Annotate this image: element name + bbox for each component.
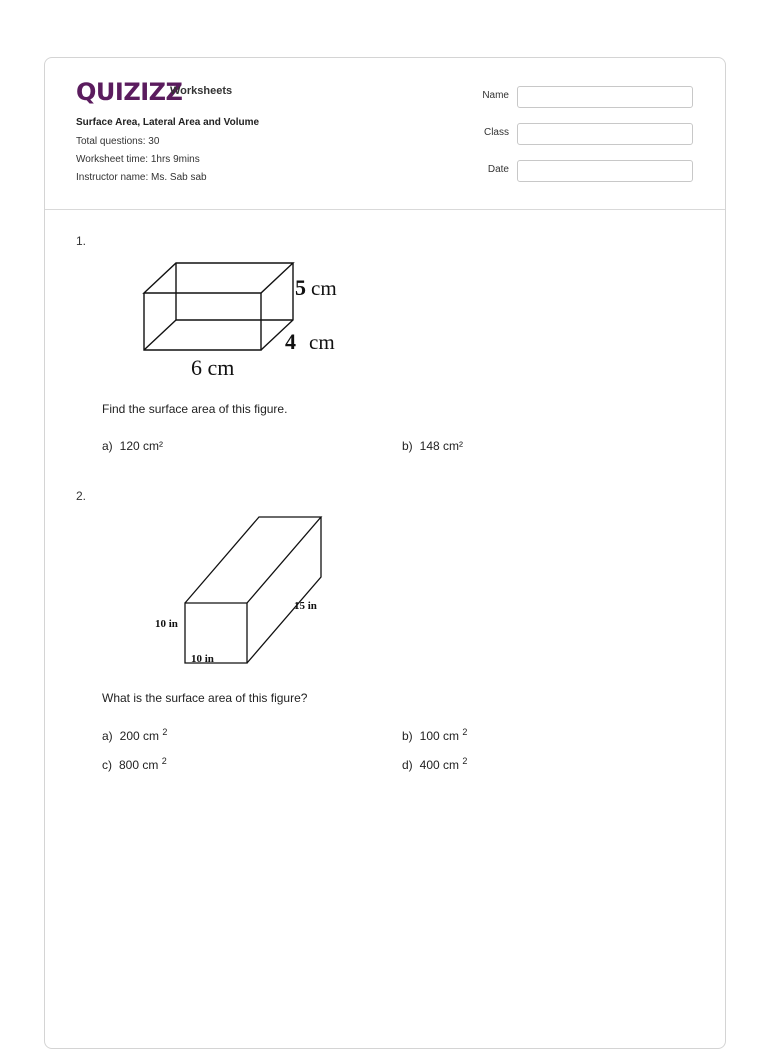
- option-text: 148 cm²: [419, 439, 464, 453]
- class-label: Class: [483, 127, 509, 138]
- class-field[interactable]: [517, 123, 693, 145]
- option-text: 120 cm²: [119, 439, 164, 453]
- question-1-option-b[interactable]: [402, 439, 463, 453]
- option-text: 200 cm: [119, 729, 160, 743]
- question-2-option-d[interactable]: [402, 756, 467, 772]
- question-1-depth-number: 4: [285, 329, 296, 354]
- question-2-option-c[interactable]: [102, 756, 167, 772]
- question-1-text: Find the surface area of this figure.: [102, 402, 288, 416]
- question-2-number: 2.: [76, 489, 87, 503]
- worksheet-time: Worksheet time: 1hrs 9mins: [76, 154, 200, 165]
- question-1-width-label: 6 cm: [191, 355, 235, 380]
- option-label: b): [402, 729, 413, 743]
- worksheet-header: [45, 58, 725, 210]
- question-1-number: 1.: [76, 234, 87, 248]
- option-exponent: 2: [462, 756, 468, 766]
- question-1-height-unit: cm: [311, 276, 337, 300]
- option-exponent: 2: [462, 727, 468, 737]
- option-text: 800 cm: [119, 758, 159, 772]
- question-2-figure: [151, 513, 331, 673]
- question-2-option-b[interactable]: [402, 727, 467, 743]
- option-text: 400 cm: [419, 758, 460, 772]
- question-2-height-label: 10 in: [155, 618, 178, 630]
- name-field[interactable]: [517, 86, 693, 108]
- option-text: 100 cm: [419, 729, 460, 743]
- option-label: d): [402, 758, 413, 772]
- date-label: Date: [487, 164, 509, 175]
- worksheet-title: Surface Area, Lateral Area and Volume: [76, 117, 260, 128]
- total-questions: Total questions: 30: [76, 136, 160, 147]
- date-field[interactable]: [517, 160, 693, 182]
- logo-subtitle: Worksheets: [170, 85, 233, 97]
- option-label: a): [102, 439, 113, 453]
- quizizz-logo: QUIZIZZ: [76, 78, 183, 106]
- question-2-width-label: 10 in: [191, 653, 214, 665]
- option-exponent: 2: [162, 727, 168, 737]
- name-label: Name: [482, 90, 509, 101]
- option-exponent: 2: [161, 756, 167, 766]
- option-label: a): [102, 729, 113, 743]
- question-2-option-a[interactable]: [102, 727, 167, 743]
- question-1-option-a[interactable]: [102, 439, 163, 453]
- question-1-height-number: 5: [295, 275, 306, 300]
- option-label: c): [102, 758, 112, 772]
- question-1-figure: [139, 258, 359, 380]
- worksheet-page: [44, 57, 726, 1049]
- instructor-name: Instructor name: Ms. Sab sab: [76, 172, 207, 183]
- question-2-text: What is the surface area of this figure?: [102, 691, 308, 705]
- question-2-length-label: 15 in: [294, 600, 317, 612]
- question-1-depth-unit: cm: [309, 330, 335, 354]
- option-label: b): [402, 439, 413, 453]
